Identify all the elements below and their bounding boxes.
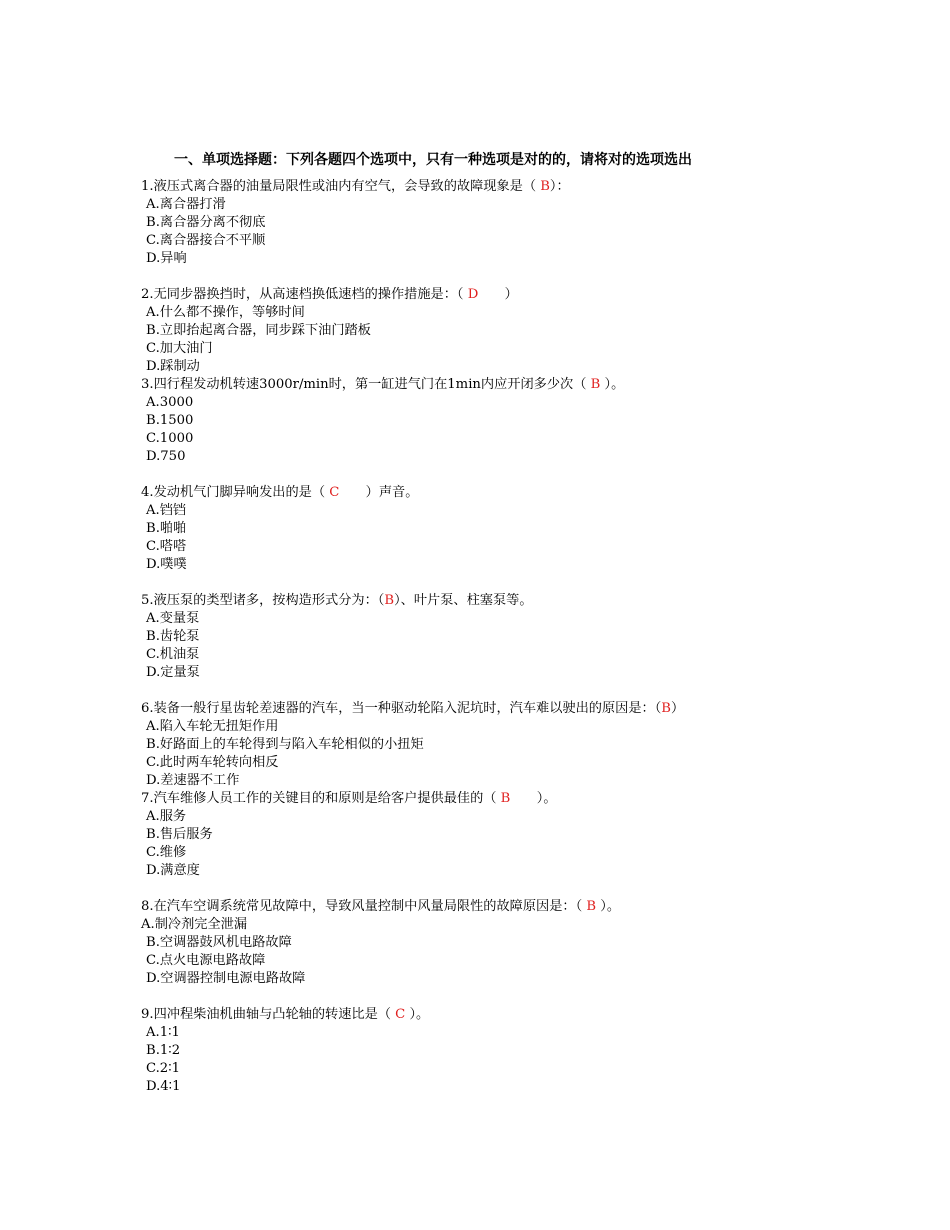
answer-mark: D (467, 287, 479, 302)
answer-mark: B (540, 179, 550, 194)
option-item: C.点火电源电路故障 (146, 953, 266, 968)
question-stem: 4.发动机气门脚异响发出的是（ C ）声音。 (141, 485, 419, 500)
option-item: A.什么都不操作，等够时间 (146, 305, 305, 320)
option-item: D.噗噗 (146, 557, 187, 572)
option-item: B.好路面上的车轮得到与陷入车轮相似的小扭矩 (146, 737, 424, 752)
option-item: B.齿轮泵 (146, 629, 200, 644)
option-item: D.4∶1 (146, 1079, 181, 1094)
question-1 (141, 178, 921, 268)
option-list (141, 916, 921, 988)
answer-mark: B (586, 899, 597, 914)
option-item: A.陷入车轮无扭矩作用 (146, 719, 279, 734)
option-item: B.空调器鼓风机电路故障 (146, 935, 292, 950)
option-item: D.定量泵 (146, 665, 200, 680)
option-list (141, 394, 921, 466)
option-list (141, 610, 921, 682)
question-list (141, 178, 921, 1096)
answer-mark: B (661, 701, 671, 716)
question-6 (141, 700, 921, 790)
option-item: C.此时两车轮转向相反 (146, 755, 279, 770)
option-item: B.立即抬起离合器，同步踩下油门踏板 (146, 323, 371, 338)
option-list (141, 718, 921, 790)
option-list (141, 1024, 921, 1096)
answer-mark: B (500, 791, 511, 806)
option-item: C.加大油门 (146, 341, 213, 356)
option-item: D.踩制动 (146, 359, 200, 374)
option-item: D.空调器控制电源电路故障 (146, 971, 306, 986)
option-item: B.离合器分离不彻底 (146, 215, 266, 230)
question-3 (141, 376, 921, 466)
option-item: B.1500 (146, 413, 194, 428)
question-7 (141, 790, 921, 880)
option-list (141, 502, 921, 574)
option-item: D.满意度 (146, 863, 200, 878)
option-item: C.机油泵 (146, 647, 200, 662)
question-stem: 9.四冲程柴油机曲轴与凸轮轴的转速比是（ C ）。 (141, 1007, 430, 1022)
option-list (141, 304, 921, 376)
question-stem: 2.无同步器换挡时，从高速档换低速档的操作措施是：（ D ） (141, 287, 518, 302)
option-item: C.1000 (146, 431, 194, 446)
answer-mark: B (384, 593, 395, 608)
option-item: A.3000 (146, 395, 194, 410)
option-list (141, 808, 921, 880)
question-stem: 7.汽车维修人员工作的关键目的和原则是给客户提供最佳的（ B ）。 (141, 791, 557, 806)
question-stem: 5.液压泵的类型诸多，按构造形式分为：（B）、叶片泵、柱塞泵等。 (141, 593, 533, 608)
question-stem: 1.液压式离合器的油量局限性或油内有空气，会导致的故障现象是（ B）： (141, 179, 570, 194)
section-heading: 一、单项选择题：下列各题四个选项中，只有一种选项是对的的，请将对的选项选出 (174, 152, 692, 168)
option-item: B.1∶2 (146, 1043, 181, 1058)
option-item: D.差速器不工作 (146, 773, 240, 788)
option-item: A.离合器打滑 (146, 197, 226, 212)
question-2 (141, 286, 921, 376)
question-stem: 3.四行程发动机转速3000r/min时，第一缸进气门在1min内应开闭多少次（ B ）。 (141, 377, 625, 392)
option-item: C.嗒嗒 (146, 539, 187, 554)
option-item: A.铛铛 (146, 503, 187, 518)
answer-mark: C (329, 485, 340, 500)
option-item: C.维修 (146, 845, 187, 860)
option-item: D.异响 (146, 251, 187, 266)
option-item: A.1∶1 (146, 1025, 180, 1040)
answer-mark: B (590, 377, 601, 392)
question-stem: 6.装备一般行星齿轮差速器的汽车，当一种驱动轮陷入泥坑时，汽车难以驶出的原因是：（B） (141, 701, 685, 716)
option-item: C.2∶1 (146, 1061, 181, 1076)
question-stem: 8.在汽车空调系统常见故障中，导致风量控制中风量局限性的故障原因是：（ B ）。 (141, 899, 621, 914)
option-item: A.制冷剂完全泄漏 (141, 917, 248, 932)
answer-mark: C (395, 1007, 406, 1022)
option-item: A.变量泵 (146, 611, 200, 626)
option-item: D.750 (146, 449, 186, 464)
question-4 (141, 484, 921, 574)
question-5 (141, 592, 921, 682)
option-item: C.离合器接合不平顺 (146, 233, 266, 248)
question-9 (141, 1006, 921, 1096)
option-list (141, 196, 921, 268)
option-item: B.啪啪 (146, 521, 187, 536)
option-item: B.售后服务 (146, 827, 213, 842)
question-8 (141, 898, 921, 988)
option-item: A.服务 (146, 809, 187, 824)
